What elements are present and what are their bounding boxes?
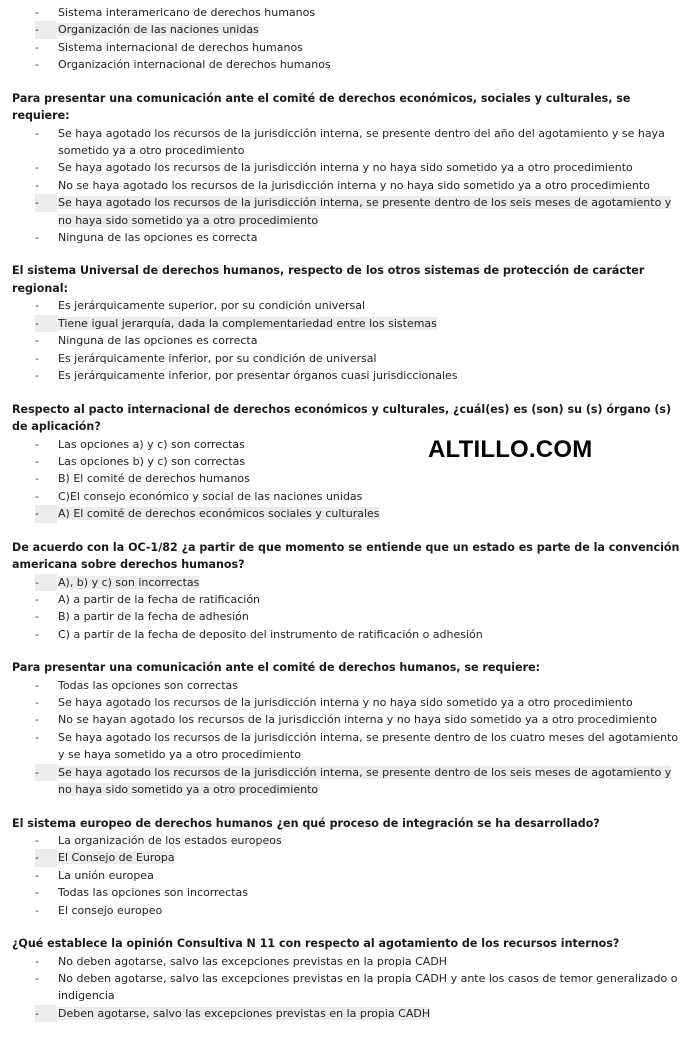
option-text: Todas las opciones son correctas [58,678,238,692]
question-block [0,935,700,1022]
question-title: El sistema europeo de derechos humanos ¿en qué proceso de integración se ha desarrollado? [12,816,600,830]
option-item [0,56,700,73]
option-item [0,453,700,470]
option-text: El Consejo de Europa [58,851,175,865]
option-text: C)El consejo económico y social de las naciones unidas [58,489,363,503]
option-item [0,884,700,901]
option-text: C) a partir de la fecha de deposito del instrumento de ratificación o adhesión [58,627,483,641]
option-item-highlighted [0,574,700,591]
option-item-highlighted [0,849,700,866]
option-item [0,970,700,1005]
question-title: De acuerdo con la OC-1/82 ¿a partir de que momento se entiende que un estado es parte de la convención americana sobre derechos humanos? [12,540,680,572]
option-item [0,229,700,246]
option-text: Sistema internacional de derechos humanos [58,40,303,54]
question-block [0,262,700,384]
option-item [0,626,700,643]
option-text: Se haya agotado los recursos de la jurisdicción interna y no haya sido sometido ya a otro procedimiento [58,161,633,175]
option-text: No deben agotarse, salvo las excepciones previstas en la propia CADH y ante los casos de temor generalizado o indigencia [58,971,678,1003]
option-list [0,436,700,523]
option-text: A) a partir de la fecha de ratificación [58,592,261,606]
option-item-highlighted [0,315,700,332]
option-item-highlighted [0,194,700,229]
option-item-highlighted [0,1005,700,1022]
option-item [0,159,700,176]
question-title: Para presentar una comunicación ante el comité de derechos económicos, sociales y culturales, se requiere: [12,91,631,123]
option-text: El consejo europeo [58,903,163,917]
option-item [0,436,700,453]
option-text: No se hayan agotado los recursos de la jurisdicción interna y no haya sido sometido ya a otro procedimiento [58,713,657,727]
option-item [0,332,700,349]
option-item [0,470,700,487]
option-text: Ninguna de las opciones es correcta [58,334,258,348]
option-item [0,4,700,21]
option-text: Es jerárquicamente inferior, por presentar órganos cuasi jurisdiccionales [58,369,458,383]
question-block [0,401,700,523]
option-text: A) El comité de derechos económicos sociales y culturales [58,507,380,521]
question-title: El sistema Universal de derechos humanos, respecto de los otros sistemas de protección de carácter regional: [12,264,645,295]
option-item [0,608,700,625]
option-text: Es jerárquicamente superior, por su condición universal [58,299,366,313]
option-text: No deben agotarse, salvo las excepciones previstas en la propia CADH [58,954,448,968]
option-text: B) El comité de derechos humanos [58,472,250,486]
option-item [0,297,700,314]
option-item [0,177,700,194]
option-text: Las opciones a) y c) son correctas [58,437,245,451]
option-item [0,488,700,505]
option-list [0,125,700,247]
option-text: No se haya agotado los recursos de la jurisdicción interna y no haya sido sometido ya a otro procedimiento [58,178,650,192]
question-block [0,90,700,247]
option-text: Se haya agotado los recursos de la jurisdicción interna, se presente dentro de los seis meses de agotamiento y no haya sido sometido ya a otro procedimiento [58,765,672,797]
option-text: Se haya agotado los recursos de la jurisdicción interna y no haya sido sometido ya a otro procedimiento [58,696,633,710]
question-block [0,659,700,798]
option-text: Ninguna de las opciones es correcta [58,231,258,245]
option-list [0,832,700,919]
question-block [0,4,700,74]
option-item [0,591,700,608]
option-list [0,677,700,799]
option-list [0,953,700,1023]
option-text: Las opciones b) y c) son correctas [58,454,246,468]
option-text: La organización de los estados europeos [58,834,282,847]
option-text: Se haya agotado los recursos de la jurisdicción interna, se presente dentro del año del agotamiento y se haya sometido ya a otro procedimiento [58,126,665,158]
option-item-highlighted [0,505,700,522]
question-title: Respecto al pacto internacional de derechos económicos y culturales, ¿cuál(es) es (son) su (s) órgano (s) de aplicación? [12,402,672,433]
option-text: Es jerárquicamente inferior, por su condición de universal [58,351,377,365]
option-list [0,4,700,74]
option-text: Tiene igual jerarquía, dada la complementariedad entre los sistemas [58,316,437,330]
option-item [0,350,700,367]
option-list [0,297,700,384]
option-item-highlighted [0,21,700,38]
question-title: ¿Qué establece la opinión Consultiva N 11 con respecto al agotamiento de los recursos internos? [12,937,620,951]
option-text: A), b) y c) son incorrectas [58,575,200,589]
option-item [0,677,700,694]
option-text: Organización internacional de derechos humanos [58,58,331,72]
option-text: La unión europea [58,868,154,882]
option-item [0,367,700,384]
question-block [0,539,700,644]
option-item [0,125,700,160]
option-item [0,694,700,711]
watermark: ALTILLO.COM [428,436,593,463]
option-text: Se haya agotado los recursos de la jurisdicción interna, se presente dentro de los cuatro meses del agotamiento y se haya sometido ya a otro procedimiento [58,730,679,762]
option-text: Se haya agotado los recursos de la jurisdicción interna, se presente dentro de los seis meses de agotamiento y no haya sido sometido ya a otro procedimiento [58,196,672,227]
option-text: Deben agotarse, salvo las excepciones previstas en la propia CADH [58,1006,431,1020]
option-text: Todas las opciones son incorrectas [58,886,249,900]
option-text: B) a partir de la fecha de adhesión [58,610,249,624]
option-item-highlighted [0,764,700,799]
option-item [0,867,700,884]
question-block [0,815,700,920]
question-title: Para presentar una comunicación ante el comité de derechos humanos, se requiere: [12,661,541,675]
option-text: Sistema interamericano de derechos humanos [58,6,316,19]
option-text: Organización de las naciones unidas [58,23,259,37]
option-list [0,574,700,644]
document-page [0,4,700,1038]
option-item [0,729,700,764]
option-item [0,39,700,56]
option-item [0,711,700,728]
option-item [0,902,700,919]
option-item [0,953,700,970]
option-item [0,832,700,849]
